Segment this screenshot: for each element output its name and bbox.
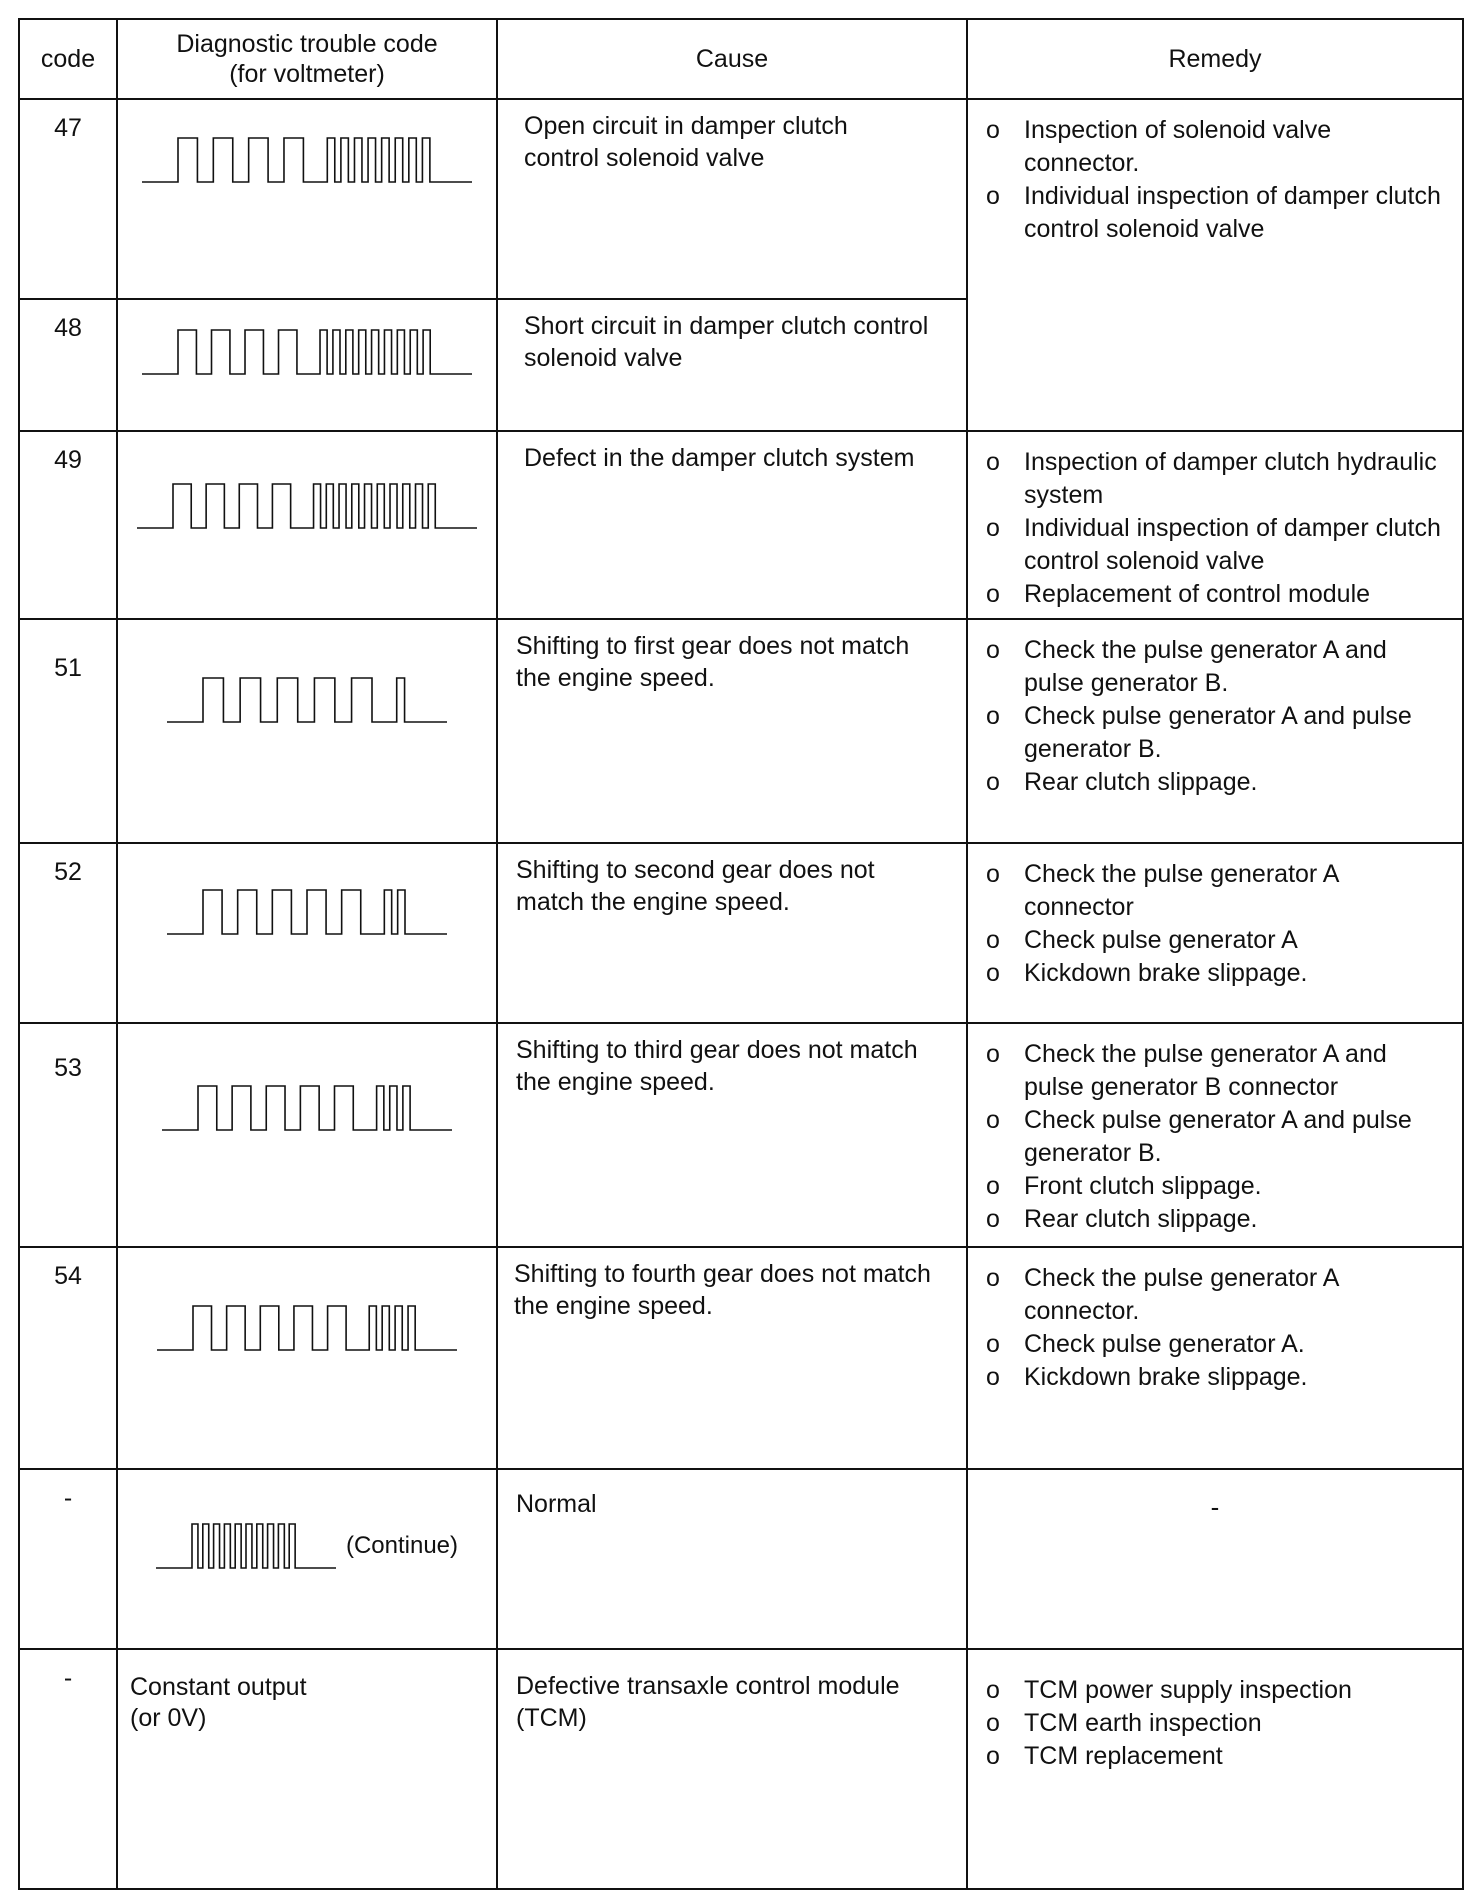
code-cell bbox=[19, 1649, 117, 1889]
remedy-dash: - bbox=[1210, 1492, 1220, 1522]
bullet: o bbox=[986, 926, 1000, 954]
remedy-list bbox=[968, 844, 1462, 990]
cause-cell bbox=[497, 1649, 967, 1889]
waveform-trace bbox=[167, 678, 447, 722]
bullet: o bbox=[986, 1363, 1000, 1391]
remedy-list bbox=[968, 1650, 1462, 1773]
waveform-diagram bbox=[137, 476, 477, 536]
bullet: o bbox=[986, 636, 1000, 664]
remedy-text: Replacement of control module bbox=[1024, 580, 1371, 608]
list-item bbox=[978, 1361, 1452, 1394]
list-item bbox=[978, 180, 1452, 246]
remedy-text: Check the pulse generator A connector bbox=[1024, 860, 1339, 921]
list-item bbox=[978, 114, 1452, 180]
code-value: 52 bbox=[54, 858, 82, 886]
code-cell bbox=[19, 843, 117, 1023]
waveform-diagram bbox=[142, 130, 472, 190]
bullet: o bbox=[986, 768, 1000, 796]
list-item bbox=[978, 1740, 1452, 1773]
remedy-text: Rear clutch slippage. bbox=[1024, 1205, 1258, 1233]
code-value: 53 bbox=[54, 1054, 82, 1082]
header-cause: Cause bbox=[497, 19, 967, 99]
cause-cell bbox=[497, 299, 967, 431]
table-row bbox=[19, 431, 1463, 619]
remedy-text: Check the pulse generator A connector. bbox=[1024, 1264, 1339, 1325]
remedy-text: Individual inspection of damper clutch control solenoid valve bbox=[1024, 182, 1441, 243]
bullet: o bbox=[986, 1676, 1000, 1704]
waveform-trace bbox=[142, 138, 472, 182]
bullet: o bbox=[986, 1709, 1000, 1737]
code-value: - bbox=[63, 1664, 73, 1692]
waveform-diagram bbox=[162, 1078, 452, 1138]
remedy-text: Check pulse generator A and pulse generator B. bbox=[1024, 702, 1412, 763]
code-cell bbox=[19, 1469, 117, 1649]
continue-note: (Continue) bbox=[345, 1532, 459, 1559]
bullet: o bbox=[986, 580, 1000, 608]
waveform-cell bbox=[117, 1469, 497, 1649]
bullet: o bbox=[986, 116, 1000, 144]
header-code: code bbox=[19, 19, 117, 99]
waveform-diagram bbox=[167, 670, 447, 730]
remedy-text: Check pulse generator A. bbox=[1024, 1330, 1305, 1358]
bullet: o bbox=[986, 959, 1000, 987]
list-item bbox=[978, 512, 1452, 578]
list-item bbox=[978, 924, 1452, 957]
waveform-trace bbox=[157, 1306, 457, 1350]
list-item bbox=[978, 1262, 1452, 1328]
waveform-diagram bbox=[156, 1516, 336, 1576]
waveform-diagram bbox=[157, 1298, 457, 1358]
cause-cell bbox=[497, 1247, 967, 1469]
remedy-text: TCM replacement bbox=[1024, 1742, 1223, 1770]
bullet: o bbox=[986, 1205, 1000, 1233]
dtc-text-cell bbox=[117, 1649, 497, 1889]
remedy-text: Individual inspection of damper clutch control solenoid valve bbox=[1024, 514, 1441, 575]
remedy-text: Check pulse generator A and pulse generator B. bbox=[1024, 1106, 1412, 1167]
bullet: o bbox=[986, 860, 1000, 888]
cause-text: Shifting to fourth gear does not match the engine speed. bbox=[514, 1260, 931, 1320]
remedy-text: Rear clutch slippage. bbox=[1024, 768, 1258, 796]
waveform-cell bbox=[117, 99, 497, 299]
code-cell bbox=[19, 619, 117, 843]
cause-text: Open circuit in damper clutch control solenoid valve bbox=[524, 112, 848, 172]
remedy-text: Check the pulse generator A and pulse generator B. bbox=[1024, 636, 1387, 697]
bullet: o bbox=[986, 1330, 1000, 1358]
remedy-cell bbox=[967, 99, 1463, 431]
remedy-list bbox=[968, 620, 1462, 799]
remedy-text: Check pulse generator A bbox=[1024, 926, 1298, 954]
remedy-list bbox=[968, 1248, 1462, 1394]
waveform-trace bbox=[142, 330, 472, 374]
remedy-text: Inspection of damper clutch hydraulic system bbox=[1024, 448, 1437, 509]
bullet: o bbox=[986, 448, 1000, 476]
remedy-text: Inspection of solenoid valve connector. bbox=[1024, 116, 1332, 177]
remedy-cell bbox=[967, 1469, 1463, 1649]
remedy-cell bbox=[967, 1247, 1463, 1469]
cause-cell bbox=[497, 99, 967, 299]
code-value: 54 bbox=[54, 1262, 82, 1290]
code-value: - bbox=[63, 1484, 73, 1512]
bullet: o bbox=[986, 1040, 1000, 1068]
bullet: o bbox=[986, 514, 1000, 542]
remedy-text: TCM earth inspection bbox=[1024, 1709, 1262, 1737]
cause-cell bbox=[497, 1469, 967, 1649]
table-row bbox=[19, 99, 1463, 299]
cause-text: Short circuit in damper clutch control solenoid valve bbox=[524, 312, 929, 372]
waveform-cell bbox=[117, 1247, 497, 1469]
waveform-trace bbox=[137, 484, 477, 528]
list-item bbox=[978, 1203, 1452, 1236]
header-remedy: Remedy bbox=[967, 19, 1463, 99]
waveform-trace bbox=[156, 1524, 336, 1568]
waveform-diagram bbox=[142, 322, 472, 382]
waveform-trace bbox=[167, 890, 447, 934]
remedy-text: Kickdown brake slippage. bbox=[1024, 1363, 1308, 1391]
remedy-cell bbox=[967, 431, 1463, 619]
remedy-cell bbox=[967, 1649, 1463, 1889]
remedy-list bbox=[968, 432, 1462, 611]
diagnostic-code-table bbox=[18, 18, 1464, 1890]
list-item bbox=[978, 1104, 1452, 1170]
cause-cell bbox=[497, 619, 967, 843]
cause-text: Defect in the damper clutch system bbox=[524, 444, 915, 472]
list-item bbox=[978, 446, 1452, 512]
cause-cell bbox=[497, 431, 967, 619]
cause-text: Normal bbox=[516, 1490, 597, 1518]
bullet: o bbox=[986, 702, 1000, 730]
remedy-text: Check the pulse generator A and pulse generator B connector bbox=[1024, 1040, 1387, 1101]
waveform-cell bbox=[117, 299, 497, 431]
table-row bbox=[19, 1469, 1463, 1649]
list-item bbox=[978, 1674, 1452, 1707]
waveform-diagram bbox=[167, 882, 447, 942]
waveform-cell bbox=[117, 619, 497, 843]
list-item bbox=[978, 1328, 1452, 1361]
remedy-text: TCM power supply inspection bbox=[1024, 1676, 1352, 1704]
waveform-cell bbox=[117, 1023, 497, 1247]
cause-text: Shifting to second gear does not match the engine speed. bbox=[516, 856, 875, 916]
list-item bbox=[978, 634, 1452, 700]
list-item bbox=[978, 766, 1452, 799]
cause-cell bbox=[497, 1023, 967, 1247]
remedy-cell bbox=[967, 1023, 1463, 1247]
cause-text: Shifting to third gear does not match the engine speed. bbox=[516, 1036, 918, 1096]
waveform-cell bbox=[117, 431, 497, 619]
header-dtc: Diagnostic trouble code (for voltmeter) bbox=[117, 19, 497, 99]
table-row bbox=[19, 1023, 1463, 1247]
cause-text: Shifting to first gear does not match the engine speed. bbox=[516, 632, 910, 692]
remedy-text: Kickdown brake slippage. bbox=[1024, 959, 1308, 987]
cause-text: Defective transaxle control module (TCM) bbox=[516, 1672, 900, 1732]
bullet: o bbox=[986, 1742, 1000, 1770]
list-item bbox=[978, 700, 1452, 766]
table-row bbox=[19, 1247, 1463, 1469]
code-cell bbox=[19, 431, 117, 619]
code-cell bbox=[19, 299, 117, 431]
code-cell bbox=[19, 99, 117, 299]
bullet: o bbox=[986, 1264, 1000, 1292]
table-row bbox=[19, 1649, 1463, 1889]
list-item bbox=[978, 858, 1452, 924]
waveform-cell bbox=[117, 843, 497, 1023]
table-row bbox=[19, 619, 1463, 843]
bullet: o bbox=[986, 182, 1000, 210]
code-value: 47 bbox=[54, 114, 82, 142]
code-value: 48 bbox=[54, 314, 82, 342]
remedy-cell bbox=[967, 619, 1463, 843]
waveform-trace bbox=[162, 1086, 452, 1130]
code-value: 51 bbox=[54, 654, 82, 682]
remedy-text: Front clutch slippage. bbox=[1024, 1172, 1262, 1200]
remedy-cell bbox=[967, 843, 1463, 1023]
list-item bbox=[978, 1038, 1452, 1104]
list-item bbox=[978, 578, 1452, 611]
code-cell bbox=[19, 1247, 117, 1469]
list-item bbox=[978, 1707, 1452, 1740]
code-value: 49 bbox=[54, 446, 82, 474]
cause-cell bbox=[497, 843, 967, 1023]
remedy-list bbox=[968, 1024, 1462, 1236]
table-row bbox=[19, 843, 1463, 1023]
bullet: o bbox=[986, 1172, 1000, 1200]
list-item bbox=[978, 957, 1452, 990]
bullet: o bbox=[986, 1106, 1000, 1134]
header-row bbox=[19, 19, 1463, 99]
remedy-list bbox=[968, 100, 1462, 246]
code-cell bbox=[19, 1023, 117, 1247]
list-item bbox=[978, 1170, 1452, 1203]
dtc-text: Constant output (or 0V) bbox=[130, 1673, 307, 1732]
